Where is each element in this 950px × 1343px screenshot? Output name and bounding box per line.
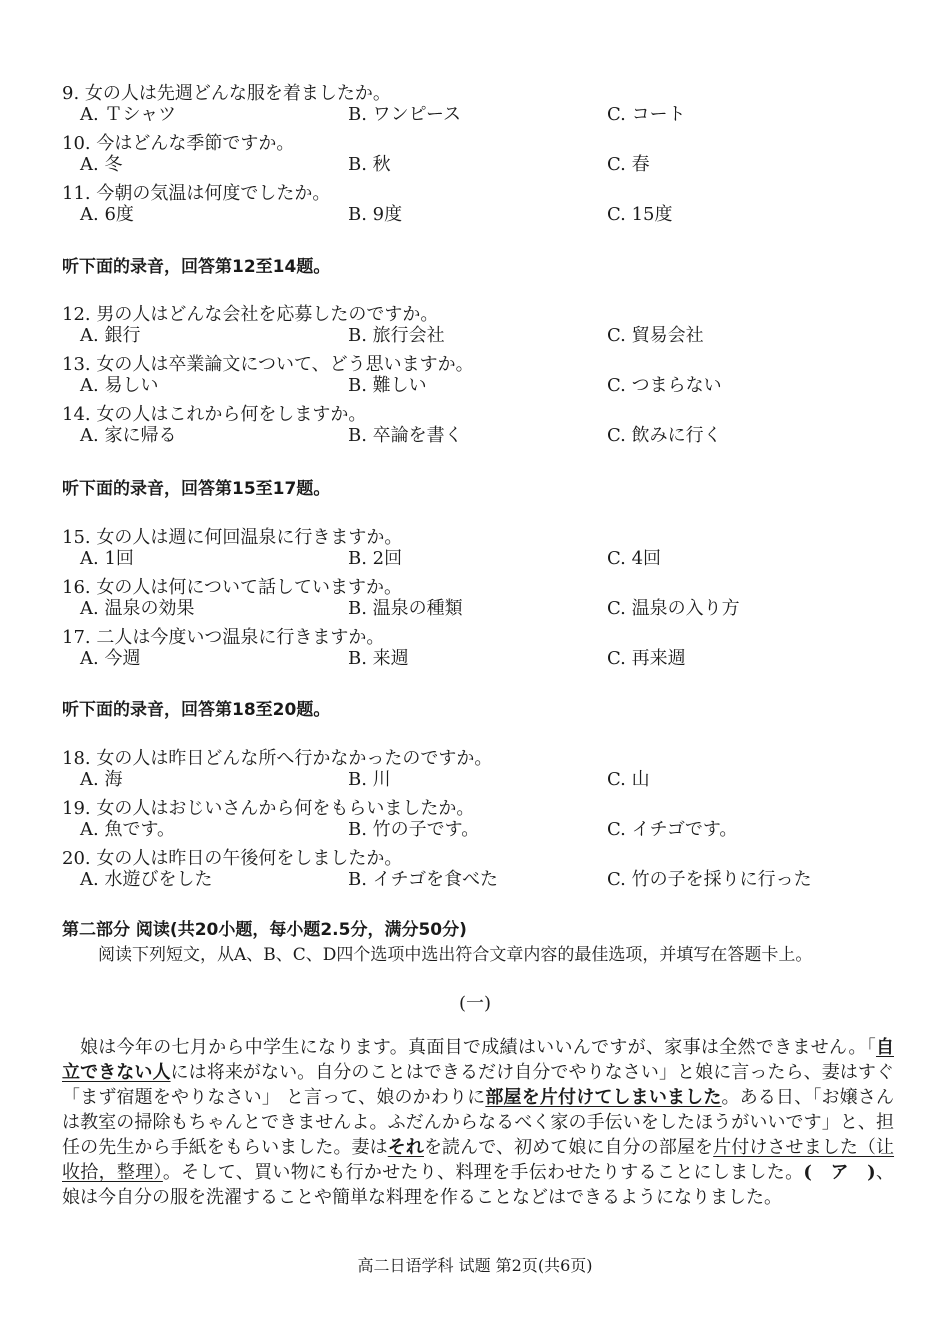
- passage-text: 、娘は今自分の服を洗濯することや簡単な料理を作ることなどはできるようになりました。: [62, 1162, 894, 1208]
- question-13-option-b: B. 難しい: [348, 375, 427, 396]
- question-15-stem: 15. 女の人は週に何回温泉に行きますか。: [62, 527, 403, 548]
- question-9-option-a: A. Ｔシャツ: [80, 104, 177, 125]
- question-16-option-b: B. 温泉の種類: [348, 598, 463, 619]
- question-20-option-c: C. 竹の子を採りに行った: [607, 869, 812, 890]
- question-9-option-c: C. コート: [607, 104, 686, 125]
- blank-a: ( ア ): [803, 1162, 876, 1183]
- question-12-stem: 12. 男の人はどんな会社を応募したのですか。: [62, 304, 439, 325]
- question-12-option-b: B. 旅行会社: [348, 325, 445, 346]
- question-10-option-c: C. 春: [607, 154, 650, 175]
- reading-instruction: 阅读下列短文，从A、B、C、D四个选项中选出符合文章内容的最佳选项，并填写在答题卡上。: [98, 945, 813, 965]
- underlined-phrase-1: 自立できない人: [62, 1037, 894, 1083]
- section-heading-15-17: 听下面的录音，回答第15至17题。: [62, 479, 331, 499]
- passage-text: を読んで、初めて娘に自分の部屋を: [423, 1137, 714, 1158]
- question-11-stem: 11. 今朝の気温は何度でしたか。: [62, 183, 331, 204]
- question-13-option-a: A. 易しい: [80, 375, 159, 396]
- section-heading-18-20: 听下面的录音，回答第18至20题。: [62, 700, 331, 720]
- question-10-option-b: B. 秋: [348, 154, 391, 175]
- question-18-option-c: C. 山: [607, 769, 650, 790]
- question-10-option-a: A. 冬: [80, 154, 123, 175]
- question-20-option-a: A. 水遊びをした: [80, 869, 213, 890]
- question-18-option-b: B. 川: [348, 769, 391, 790]
- question-12-option-c: C. 貿易会社: [607, 325, 704, 346]
- question-19-stem: 19. 女の人はおじいさんから何をもらいましたか。: [62, 798, 475, 819]
- passage-text: 。そして、買い物にも行かせたり、料理を手伝わせたりすることにしました。: [162, 1162, 804, 1183]
- question-19-option-a: A. 魚です。: [80, 819, 176, 840]
- underlined-phrase-2: 部屋を片付けてしまいました: [485, 1087, 722, 1108]
- passage-text: 。ある日、「お嬢さんは教室の掃除もちゃんとできませんよ。ふだんからなるべく家の手伝いをしたほうがいいです」と、担任の先生から手紙をもらいました。妻は: [62, 1087, 895, 1158]
- passage-text: 娘は今年の七月から中学生になります。真面目で成績はいいんですが、家事は全然できません。「: [80, 1037, 876, 1058]
- question-18-stem: 18. 女の人は昨日どんな所へ行かなかったのですか。: [62, 748, 493, 769]
- question-12-option-a: A. 銀行: [80, 325, 141, 346]
- reading-passage: [62, 1035, 894, 1210]
- question-15-option-c: C. 4回: [607, 548, 662, 569]
- question-17-option-a: A. 今週: [80, 648, 141, 669]
- question-13-option-c: C. つまらない: [607, 375, 722, 396]
- question-9-option-b: B. ワンピース: [348, 104, 462, 125]
- question-11-option-a: A. 6度: [80, 204, 134, 225]
- question-16-stem: 16. 女の人は何について話していますか。: [62, 577, 402, 598]
- section-heading-12-14: 听下面的录音，回答第12至14题。: [62, 257, 331, 277]
- question-17-stem: 17. 二人は今度いつ温泉に行きますか。: [62, 627, 385, 648]
- question-20-option-b: B. イチゴを食べた: [348, 869, 498, 890]
- underlined-phrase-3: それ: [387, 1137, 424, 1158]
- question-17-option-b: B. 来週: [348, 648, 409, 669]
- question-11-option-b: B. 9度: [348, 204, 403, 225]
- passage-number: (一): [458, 993, 492, 1014]
- passage-text: には将来がない。自分のことはできるだけ自分でやりなさい」と娘に言ったら、妻はすぐ「まず宿題をやりなさい」 と言って、娘のかわりに: [62, 1062, 895, 1108]
- question-16-option-c: C. 温泉の入り方: [607, 598, 740, 619]
- question-10-stem: 10. 今はどんな季節ですか。: [62, 133, 295, 154]
- question-15-option-b: B. 2回: [348, 548, 403, 569]
- question-19-option-c: C. イチゴです。: [607, 819, 738, 840]
- page-footer: 高二日语学科 试题 第2页(共6页): [357, 1256, 593, 1275]
- underlined-phrase-4: 片付けさせました（让收拾，整理）: [62, 1137, 895, 1183]
- question-14-stem: 14. 女の人はこれから何をしますか。: [62, 404, 367, 425]
- question-14-option-b: B. 卒論を書く: [348, 425, 463, 446]
- question-15-option-a: A. 1回: [80, 548, 134, 569]
- question-16-option-a: A. 温泉の効果: [80, 598, 195, 619]
- question-17-option-c: C. 再来週: [607, 648, 686, 669]
- question-9-stem: 9. 女の人は先週どんな服を着ましたか。: [62, 83, 391, 104]
- passage-paragraph: [62, 1035, 894, 1210]
- reading-section-title: 第二部分 阅读(共20小题，每小题2.5分，满分50分): [62, 920, 467, 940]
- question-18-option-a: A. 海: [80, 769, 123, 790]
- question-19-option-b: B. 竹の子です。: [348, 819, 480, 840]
- question-11-option-c: C. 15度: [607, 204, 673, 225]
- question-13-stem: 13. 女の人は卒業論文について、どう思いますか。: [62, 354, 474, 375]
- question-14-option-c: C. 飲みに行く: [607, 425, 722, 446]
- question-20-stem: 20. 女の人は昨日の午後何をしましたか。: [62, 848, 403, 869]
- question-14-option-a: A. 家に帰る: [80, 425, 177, 446]
